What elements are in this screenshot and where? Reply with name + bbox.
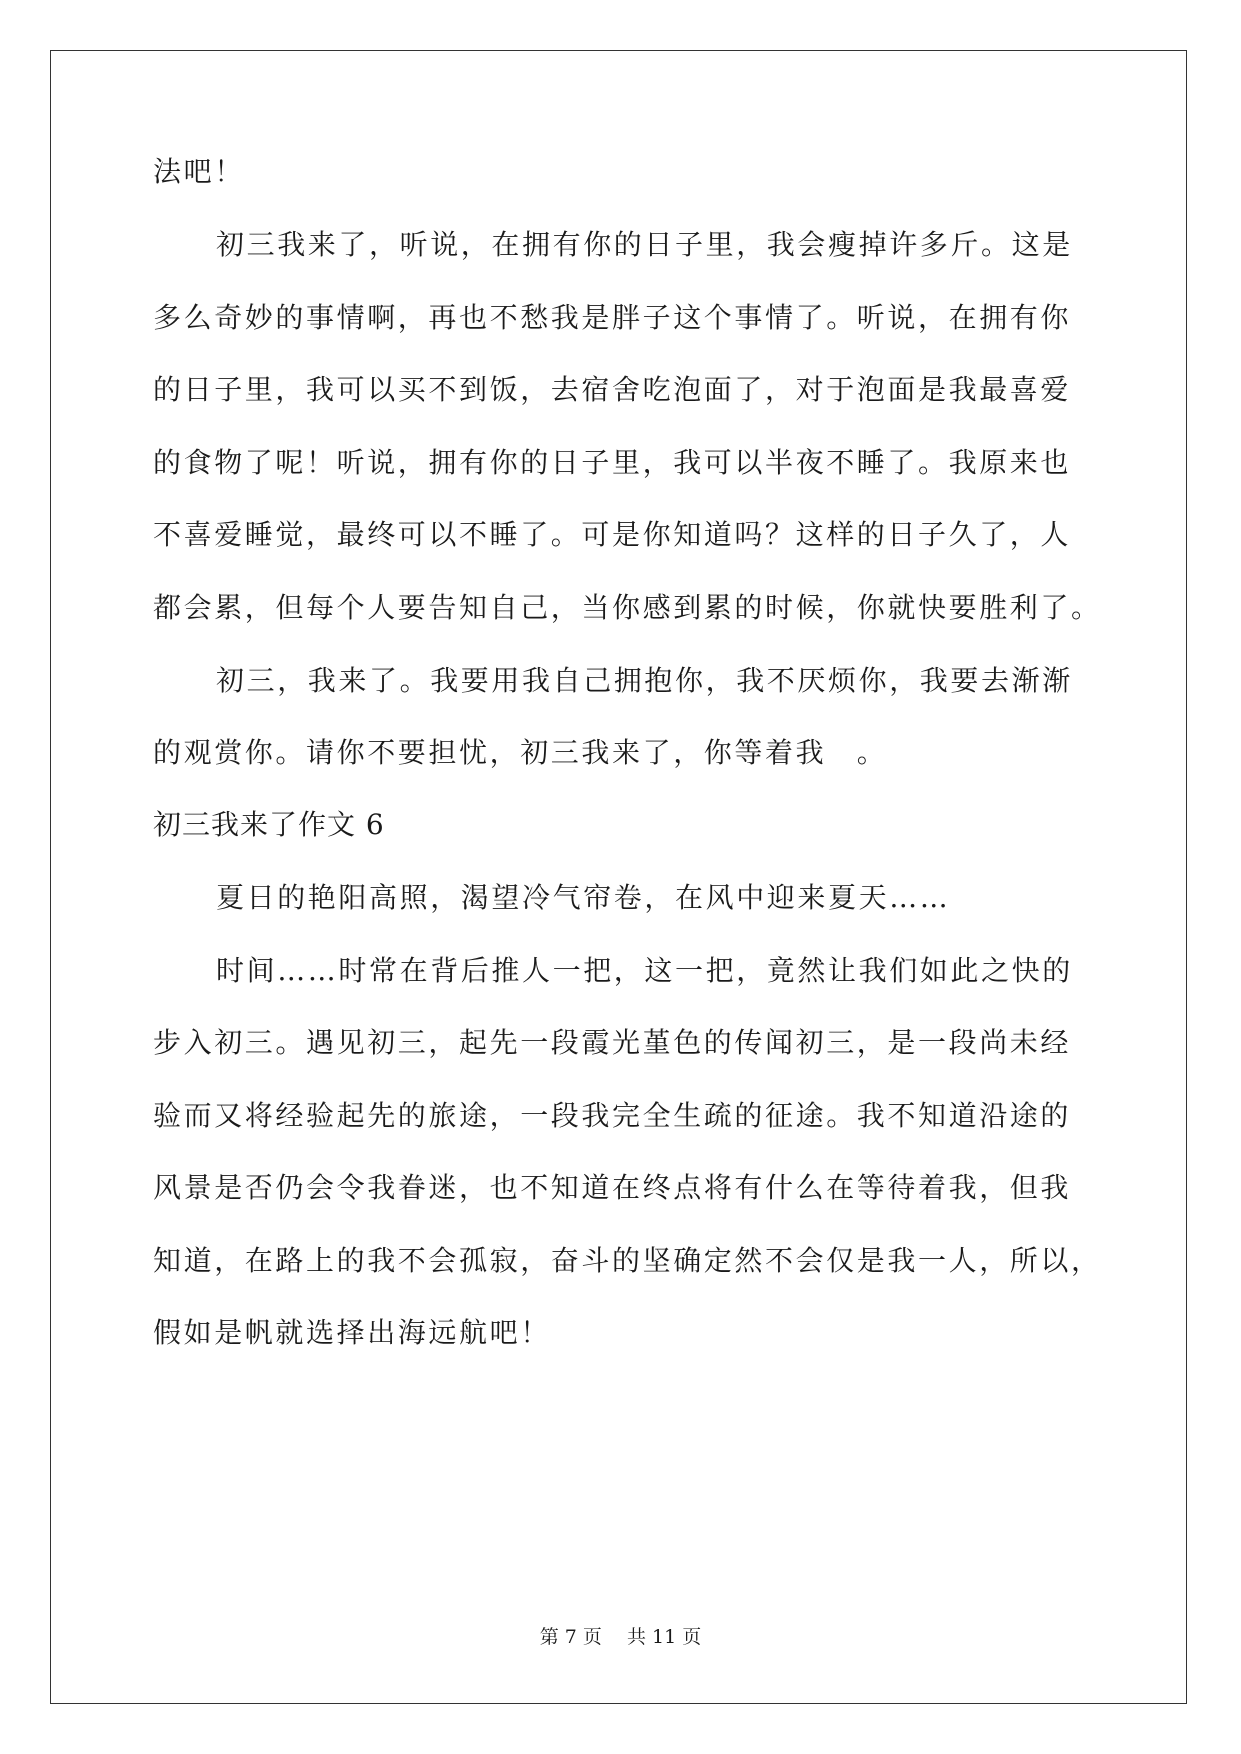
text-line: 多么奇妙的事情啊，再也不愁我是胖子这个事情了。听说，在拥有你 xyxy=(153,301,1072,334)
text-line: 不喜爱睡觉，最终可以不睡了。可是你知道吗？这样的日子久了，人 xyxy=(153,518,1072,551)
paragraph-first-line: 初三我来了，听说，在拥有你的日子里，我会瘦掉许多斤。这是 xyxy=(216,228,1073,261)
text-line: 的食物了呢！听说，拥有你的日子里，我可以半夜不睡了。我原来也 xyxy=(153,446,1072,479)
page-border xyxy=(50,50,1187,1704)
page-number: 第 7 页 共 11 页 xyxy=(539,1626,702,1648)
page-footer xyxy=(0,1625,1241,1649)
text-line: 知道，在路上的我不会孤寂，奋斗的坚确定然不会仅是我一人，所以， xyxy=(153,1244,1102,1277)
text-line: 都会累，但每个人要告知自己，当你感到累的时候，你就快要胜利了。 xyxy=(153,591,1102,624)
paragraph-first-line: 初三，我来了。我要用我自己拥抱你，我不厌烦你，我要去渐渐 xyxy=(216,664,1073,697)
text-line: 风景是否仍会令我眷迷，也不知道在终点将有什么在等待着我，但我 xyxy=(153,1171,1072,1204)
text-line: 法吧！ xyxy=(153,155,245,188)
text-line: 的观赏你。请你不要担忧，初三我来了，你等着我 。 xyxy=(153,736,888,769)
text-line: 验而又将经验起先的旅途，一段我完全生疏的征途。我不知道沿途的 xyxy=(153,1099,1072,1132)
section-heading: 初三我来了作文 6 xyxy=(153,808,385,841)
text-line: 步入初三。遇见初三，起先一段霞光堇色的传闻初三，是一段尚未经 xyxy=(153,1026,1072,1059)
text-line: 假如是帆就选择出海远航吧！ xyxy=(153,1316,551,1349)
text-line: 的日子里，我可以买不到饭，去宿舍吃泡面了，对于泡面是我最喜爱 xyxy=(153,373,1072,406)
paragraph-first-line: 夏日的艳阳高照，渴望冷气帘卷，在风中迎来夏天…… xyxy=(216,881,951,914)
paragraph-first-line: 时间……时常在背后推人一把，这一把，竟然让我们如此之快的 xyxy=(216,954,1073,987)
